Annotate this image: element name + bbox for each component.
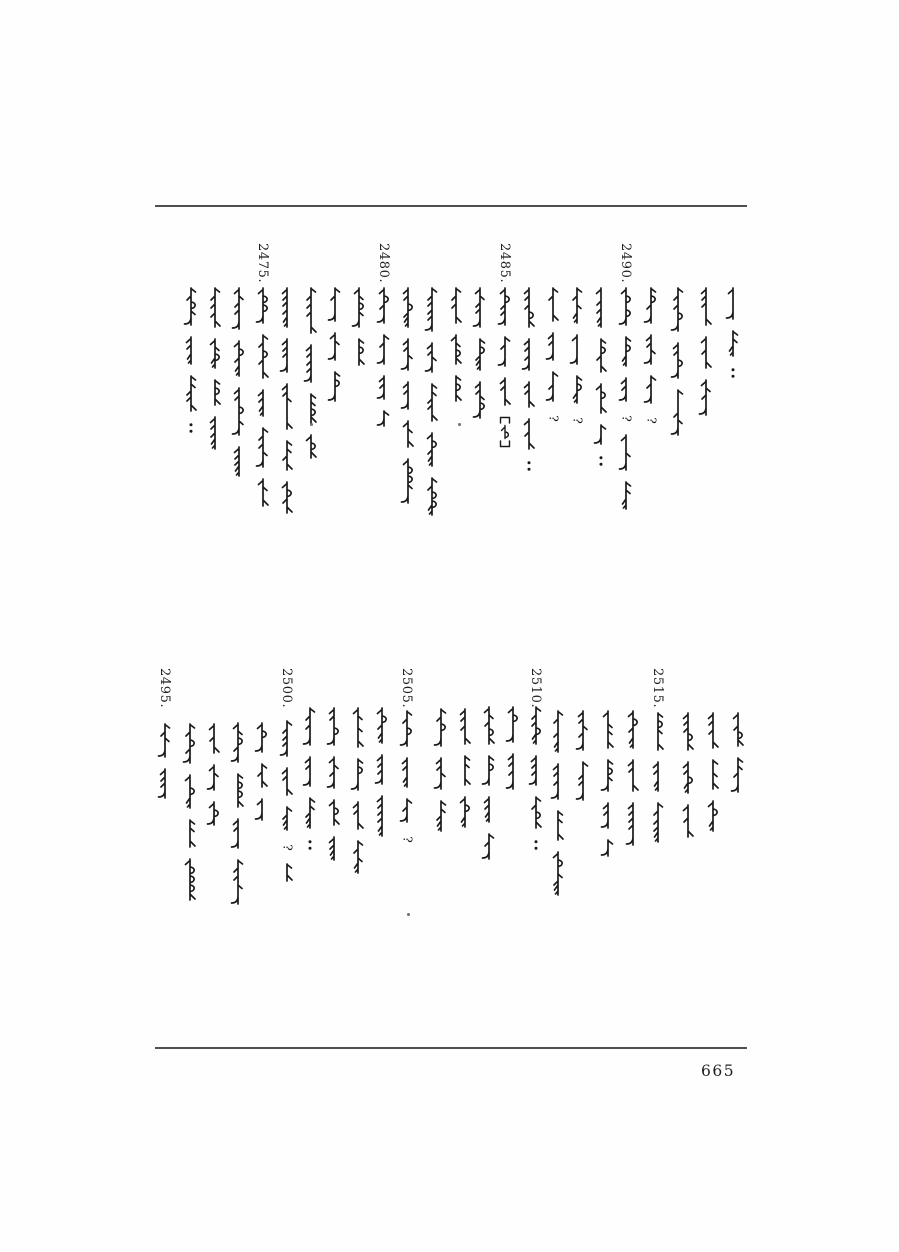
mongolian-word-glyph bbox=[569, 375, 585, 405]
mongolian-word-glyph bbox=[327, 287, 343, 323]
verse-column bbox=[505, 706, 521, 791]
verse-column bbox=[231, 287, 247, 478]
mongolian-word-glyph bbox=[183, 336, 199, 366]
question-mark: ? bbox=[619, 415, 634, 422]
mongolian-word-glyph bbox=[303, 344, 319, 384]
footer-rule bbox=[155, 1047, 747, 1049]
mongolian-word-glyph bbox=[231, 387, 247, 437]
mongolian-word-glyph bbox=[207, 379, 223, 407]
mongolian-word-glyph bbox=[255, 427, 271, 469]
mongolian-word-glyph bbox=[650, 761, 666, 793]
mongolian-word-glyph bbox=[207, 416, 223, 451]
mongolian-word-glyph bbox=[730, 757, 746, 794]
bracketed-insertion bbox=[497, 416, 513, 448]
mongolian-word-glyph bbox=[472, 381, 488, 420]
mongolian-word-glyph bbox=[481, 706, 497, 746]
mongolian-word-glyph bbox=[618, 377, 634, 403]
mongolian-word-glyph bbox=[698, 287, 714, 327]
mongolian-word-glyph bbox=[182, 774, 198, 810]
mongolian-word-glyph bbox=[448, 287, 464, 325]
mongolian-word-glyph bbox=[424, 432, 440, 468]
mongolian-word-glyph bbox=[279, 863, 295, 883]
question-mark: ? bbox=[280, 844, 295, 851]
verse-column bbox=[157, 723, 173, 800]
mongolian-word-glyph bbox=[376, 334, 392, 366]
mongolian-word-glyph bbox=[680, 712, 696, 752]
mongolian-word-glyph bbox=[399, 757, 415, 789]
question-mark: ? bbox=[570, 417, 585, 424]
mongolian-word-glyph bbox=[326, 799, 342, 827]
mongolian-word-glyph bbox=[206, 764, 222, 792]
mongolian-word-glyph bbox=[350, 840, 366, 875]
mongolian-word-glyph bbox=[254, 722, 270, 754]
mongolian-word-glyph bbox=[374, 795, 390, 838]
verse-column bbox=[374, 707, 390, 838]
mongolian-word-glyph bbox=[618, 287, 634, 327]
verse-column bbox=[625, 710, 641, 847]
mongolian-word-glyph bbox=[730, 712, 746, 748]
mongolian-word-glyph bbox=[183, 375, 199, 413]
mongolian-word-glyph bbox=[376, 375, 392, 401]
mongolian-word-glyph bbox=[472, 287, 488, 329]
mongolian-word-glyph bbox=[400, 458, 416, 505]
mongolian-word-glyph bbox=[326, 756, 342, 790]
mongolian-word-glyph bbox=[279, 481, 295, 515]
mongolian-word-glyph bbox=[206, 801, 222, 827]
ink-speck bbox=[310, 423, 313, 426]
mongolian-word-glyph bbox=[725, 287, 741, 321]
mongolian-word-glyph bbox=[279, 767, 295, 797]
mongolian-word-glyph bbox=[521, 418, 537, 451]
mongolian-word-glyph bbox=[351, 338, 367, 367]
mongolian-word-glyph bbox=[600, 710, 616, 750]
verse-number-label: 2480. bbox=[376, 243, 391, 284]
mongolian-word-glyph bbox=[207, 338, 223, 370]
verse-column bbox=[497, 287, 513, 448]
mongolian-word-glyph bbox=[433, 800, 449, 833]
verse-number-label: 2515. bbox=[650, 668, 665, 709]
mongolian-word-glyph bbox=[650, 802, 666, 844]
mongolian-word-glyph bbox=[528, 706, 544, 746]
mongolian-word-glyph bbox=[448, 375, 464, 403]
verse-column bbox=[680, 712, 696, 839]
mongolian-word-glyph bbox=[625, 710, 641, 750]
mongolian-full-stop bbox=[725, 367, 741, 379]
verse-column bbox=[351, 287, 367, 367]
mongolian-word-glyph bbox=[705, 712, 721, 750]
mongolian-word-glyph bbox=[670, 342, 686, 380]
mongolian-word-glyph bbox=[593, 287, 609, 329]
mongolian-word-glyph bbox=[575, 761, 591, 802]
verse-column bbox=[618, 287, 634, 511]
mongolian-word-glyph bbox=[374, 754, 390, 786]
mongolian-word-glyph bbox=[481, 796, 497, 824]
mongolian-word-glyph bbox=[254, 798, 270, 822]
mongolian-word-glyph bbox=[350, 758, 366, 792]
mongolian-word-glyph bbox=[705, 759, 721, 791]
mongolian-word-glyph bbox=[424, 342, 440, 374]
verse-column bbox=[670, 287, 686, 437]
question-mark: ? bbox=[644, 417, 659, 424]
mongolian-word-glyph bbox=[481, 755, 497, 787]
verse-column bbox=[207, 287, 223, 451]
mongolian-word-glyph bbox=[593, 424, 609, 446]
mongolian-word-glyph bbox=[182, 723, 198, 765]
mongolian-word-glyph bbox=[670, 287, 686, 333]
mongolian-word-glyph bbox=[279, 383, 295, 431]
verse-number-label: 2505. bbox=[399, 668, 414, 709]
verse-column bbox=[230, 722, 246, 906]
mongolian-word-glyph bbox=[207, 287, 223, 329]
verse-number-label: 2495. bbox=[157, 668, 172, 709]
verse-column bbox=[521, 287, 537, 472]
verse-column bbox=[303, 287, 319, 460]
verse-column bbox=[725, 287, 741, 379]
mongolian-word-glyph bbox=[569, 287, 585, 325]
mongolian-word-glyph bbox=[505, 706, 521, 744]
ink-speck bbox=[458, 423, 461, 426]
mongolian-word-glyph bbox=[575, 710, 591, 752]
verse-column bbox=[326, 707, 342, 862]
verse-column bbox=[400, 287, 416, 505]
mongolian-word-glyph bbox=[303, 393, 319, 425]
mongolian-word-glyph bbox=[183, 287, 199, 327]
mongolian-word-glyph bbox=[279, 806, 295, 832]
mongolian-word-glyph bbox=[350, 801, 366, 831]
mongolian-word-glyph bbox=[230, 818, 246, 850]
mongolian-word-glyph bbox=[625, 802, 641, 847]
mongolian-word-glyph bbox=[302, 797, 318, 830]
mongolian-full-stop bbox=[302, 839, 318, 851]
mongolian-word-glyph bbox=[457, 755, 473, 787]
page-number: 665 bbox=[701, 1062, 736, 1080]
verse-column bbox=[575, 710, 591, 802]
mongolian-word-glyph bbox=[157, 768, 173, 800]
verse-column bbox=[206, 723, 222, 827]
verse-column bbox=[528, 706, 544, 851]
mongolian-word-glyph bbox=[399, 798, 415, 824]
mongolian-full-stop bbox=[528, 839, 544, 851]
verse-column bbox=[302, 707, 318, 851]
mongolian-word-glyph bbox=[279, 338, 295, 374]
question-mark: ? bbox=[400, 836, 415, 843]
verse-column bbox=[424, 287, 440, 517]
mongolian-word-glyph bbox=[448, 334, 464, 366]
mongolian-word-glyph bbox=[698, 336, 714, 370]
mongolian-word-glyph bbox=[376, 410, 392, 428]
mongolian-word-glyph bbox=[279, 287, 295, 329]
mongolian-word-glyph bbox=[399, 710, 415, 748]
mongolian-word-glyph bbox=[550, 810, 566, 842]
mongolian-word-glyph bbox=[424, 477, 440, 517]
mongolian-word-glyph bbox=[433, 708, 449, 748]
verse-column bbox=[183, 287, 199, 434]
mongolian-word-glyph bbox=[625, 759, 641, 793]
verse-number-label: 2500. bbox=[279, 668, 294, 709]
mongolian-word-glyph bbox=[255, 389, 271, 418]
verse-number-label: 2475. bbox=[255, 243, 270, 284]
verse-column bbox=[600, 710, 616, 858]
mongolian-word-glyph bbox=[600, 839, 616, 858]
verse-column bbox=[327, 287, 343, 403]
mongolian-word-glyph bbox=[497, 377, 513, 407]
mongolian-word-glyph bbox=[231, 287, 247, 331]
mongolian-word-glyph bbox=[600, 759, 616, 793]
mongolian-word-glyph bbox=[593, 383, 609, 415]
mongolian-word-glyph bbox=[376, 287, 392, 325]
mongolian-word-glyph bbox=[433, 757, 449, 791]
mongolian-word-glyph bbox=[550, 710, 566, 754]
verse-column bbox=[593, 287, 609, 467]
mongolian-word-glyph bbox=[206, 723, 222, 755]
mongolian-word-glyph bbox=[550, 851, 566, 897]
mongolian-word-glyph bbox=[326, 836, 342, 862]
verse-column bbox=[350, 707, 366, 875]
verse-column bbox=[279, 287, 295, 515]
verse-column bbox=[457, 708, 473, 829]
mongolian-word-glyph bbox=[569, 334, 585, 366]
verse-column bbox=[279, 720, 295, 883]
mongolian-word-glyph bbox=[279, 720, 295, 758]
verse-column bbox=[650, 712, 666, 844]
mongolian-word-glyph bbox=[521, 381, 537, 409]
mongolian-word-glyph bbox=[643, 287, 659, 325]
mongolian-word-glyph bbox=[182, 858, 198, 902]
verse-column bbox=[182, 723, 198, 902]
mongolian-full-stop bbox=[521, 460, 537, 472]
verse-column bbox=[481, 706, 497, 861]
mongolian-word-glyph bbox=[528, 796, 544, 830]
mongolian-word-glyph bbox=[400, 287, 416, 329]
mongolian-word-glyph bbox=[374, 707, 390, 745]
mongolian-word-glyph bbox=[326, 707, 342, 747]
mongolian-word-glyph bbox=[327, 371, 343, 403]
mongolian-word-glyph bbox=[350, 707, 366, 749]
verse-column bbox=[399, 710, 415, 846]
verse-column bbox=[433, 708, 449, 833]
verse-column bbox=[472, 287, 488, 420]
mongolian-word-glyph bbox=[279, 440, 295, 472]
mongolian-word-glyph bbox=[550, 763, 566, 801]
mongolian-word-glyph bbox=[680, 804, 696, 839]
header-rule bbox=[155, 205, 747, 207]
mongolian-full-stop bbox=[183, 422, 199, 434]
mongolian-word-glyph bbox=[255, 287, 271, 325]
mongolian-word-glyph bbox=[231, 446, 247, 478]
mongolian-word-glyph bbox=[618, 434, 634, 472]
mongolian-word-glyph bbox=[528, 755, 544, 787]
mongolian-word-glyph bbox=[302, 756, 318, 788]
mongolian-word-glyph bbox=[497, 287, 513, 327]
mongolian-word-glyph bbox=[400, 338, 416, 372]
mongolian-word-glyph bbox=[705, 800, 721, 833]
mongolian-word-glyph bbox=[230, 722, 246, 764]
mongolian-word-glyph bbox=[600, 802, 616, 830]
mongolian-word-glyph bbox=[327, 332, 343, 362]
mongolian-word-glyph bbox=[302, 707, 318, 747]
verse-column bbox=[254, 722, 270, 822]
mongolian-word-glyph bbox=[457, 796, 473, 829]
mongolian-word-glyph bbox=[255, 478, 271, 508]
mongolian-word-glyph bbox=[593, 338, 609, 374]
mongolian-word-glyph bbox=[643, 375, 659, 405]
verse-column bbox=[376, 287, 392, 428]
mongolian-word-glyph bbox=[521, 287, 537, 329]
ink-speck bbox=[407, 913, 410, 916]
verse-column bbox=[698, 287, 714, 417]
verse-number-label: 2485. bbox=[497, 243, 512, 284]
mongolian-word-glyph bbox=[725, 330, 741, 358]
mongolian-word-glyph bbox=[618, 481, 634, 511]
mongolian-word-glyph bbox=[650, 712, 666, 752]
mongolian-word-glyph bbox=[254, 763, 270, 789]
mongolian-word-glyph bbox=[545, 371, 561, 403]
mongolian-word-glyph bbox=[472, 338, 488, 372]
verse-column bbox=[255, 287, 271, 508]
mongolian-word-glyph bbox=[182, 819, 198, 849]
mongolian-word-glyph bbox=[545, 332, 561, 362]
verse-column bbox=[730, 712, 746, 794]
verse-column bbox=[550, 710, 566, 897]
mongolian-word-glyph bbox=[457, 708, 473, 746]
verse-column bbox=[705, 712, 721, 833]
mongolian-word-glyph bbox=[351, 287, 367, 329]
verse-column bbox=[448, 287, 464, 403]
mongolian-word-glyph bbox=[481, 833, 497, 861]
verse-number-label: 2510. bbox=[528, 668, 543, 709]
mongolian-word-glyph bbox=[680, 761, 696, 795]
mongolian-word-glyph bbox=[400, 420, 416, 449]
mongolian-word-glyph bbox=[521, 338, 537, 372]
verse-column bbox=[545, 287, 561, 425]
mongolian-word-glyph bbox=[497, 336, 513, 368]
mongolian-word-glyph bbox=[255, 334, 271, 380]
mongolian-word-glyph bbox=[670, 389, 686, 437]
mongolian-word-glyph bbox=[303, 287, 319, 335]
mongolian-word-glyph bbox=[303, 434, 319, 460]
question-mark: ? bbox=[546, 415, 561, 422]
mongolian-word-glyph bbox=[698, 379, 714, 417]
mongolian-full-stop bbox=[593, 455, 609, 467]
mongolian-word-glyph bbox=[400, 381, 416, 411]
verse-column bbox=[643, 287, 659, 427]
verse-column bbox=[569, 287, 585, 427]
verse-number-label: 2490. bbox=[618, 243, 633, 284]
mongolian-word-glyph bbox=[424, 287, 440, 333]
mongolian-word-glyph bbox=[618, 336, 634, 368]
mongolian-word-glyph bbox=[505, 753, 521, 791]
mongolian-word-glyph bbox=[643, 334, 659, 366]
mongolian-word-glyph bbox=[424, 383, 440, 423]
mongolian-word-glyph bbox=[231, 340, 247, 378]
mongolian-word-glyph bbox=[545, 287, 561, 323]
mongolian-word-glyph bbox=[230, 773, 246, 809]
mongolian-word-glyph bbox=[230, 859, 246, 906]
mongolian-word-glyph bbox=[157, 723, 173, 759]
